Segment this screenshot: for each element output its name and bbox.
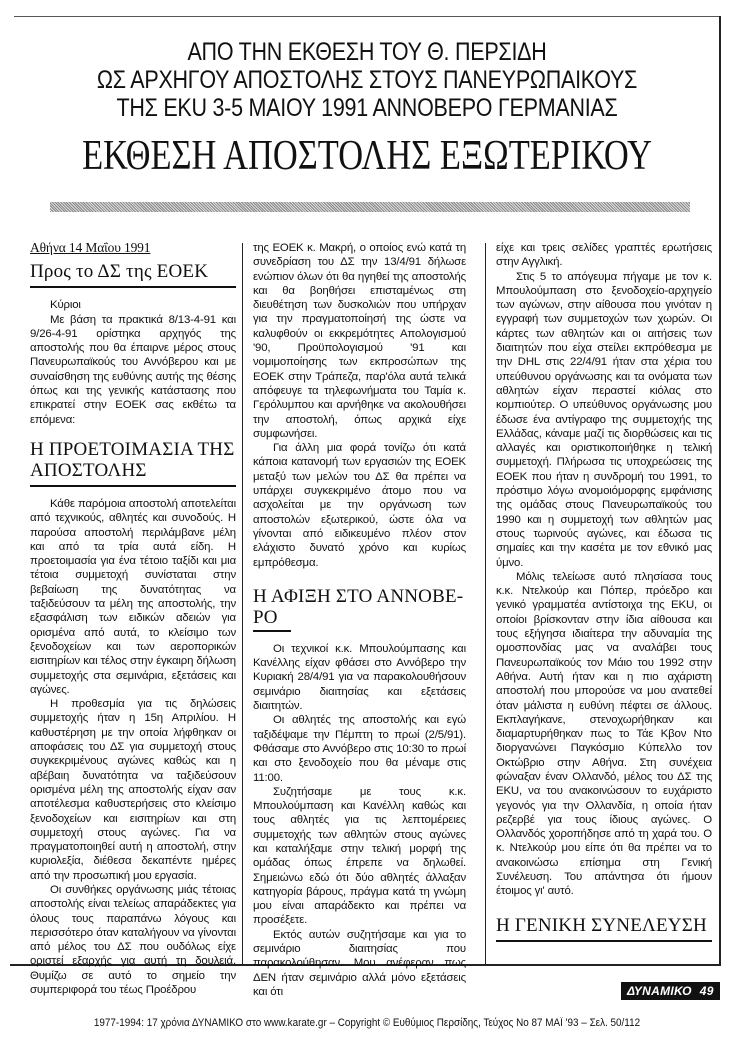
paragraph: Με βάση τα πρακτικά 8/13-4-91 και 9/26-4-91 ορίστηκα αρχηγός της αποστολής που θα έπαιρνε μέρος στους Πανευρωπαϊκούς του Αννόβερου και με συναίσθηση της ευθύνης αυτής της θέσης όπως και της γενικής κατάστασης που επικρατεί στην ΕΟΕΚ σας εκθέτω τα επόμενα: bbox=[30, 313, 236, 426]
paragraph: Οι αθλητές της αποστολής και εγώ ταξιδέψαμε την Πέμπτη το πρωί (2/5/91). Φθάσαμε στο Αννόβερο στις 10:30 το πρωί και στο ξενοδοχείο που θα μέναμε στις 11:00. bbox=[253, 714, 466, 784]
hatched-divider bbox=[50, 202, 690, 212]
section-heading: Η ΑΦΙΞΗ ΣΤΟ ΑΝΝΟΒΕ-ΡΟ bbox=[253, 586, 466, 632]
article-title: ΕΚΘΕΣΗ ΑΠΟΣΤΟΛΗΣ ΕΞΩΤΕΡΙΚΟΥ bbox=[82, 133, 652, 179]
paragraph: Εκτός αυτών συζητήσαμε και για το σεμινάριο διαιτησίας που παρακολούθησαν. Μου ανέφεραν πως ΔΕΝ ήταν σεμινάριο αλλά μόνο εξετάσεις και ότι bbox=[253, 928, 466, 998]
paragraph: Κύριοι bbox=[50, 299, 81, 312]
paragraph: Κάθε παρόμοια αποστολή αποτελείται από τεχνικούς, αθλητές και συνοδούς. Η παρούσα αποστολή περιλάμβανε μέλη και από τα τρία αυτά είδη. Η προετοιμασία για ένα τέτοιο ταξίδι και μια τέτοια συμμετοχή συνίσταται στην βεβαίωση της δυνατότητας να ταξιδεύσουν τα μέλη της αποστολής, την εξασφάλιση των ειδικών αδειών για ορισμένα από αυτά, το κλείσιμο των ξενοδοχείων και των αεροπορικών εισιτηρίων και τέλος στην έγκαιρη δήλωση συμμετοχής στα σεμινάρια, εξετάσεις και αγώνες. bbox=[30, 497, 236, 696]
column-3 bbox=[496, 241, 712, 952]
column-2 bbox=[253, 241, 466, 999]
paragraph: Στις 5 το απόγευμα πήγαμε με τον κ. Μπουλούμπαση στο ξενοδοχείο-αρχηγείο των αγώνων, στην αίθουσα που γινόταν η εγγραφή των συμμετοχών των χωρών. Οι κάρτες των αθλητών και οι αιτήσεις των διαιτητών που είχα στείλει εκπρόθεσμα με την DHL στις 22/4/91 ήταν στα χέρια του υπεύθυνου οργάνωσης και τα ονόματα των αθλητών είχαν περαστεί κιόλας στο κομπιούτερ. Ο υπεύθυνος οργάνωσης μου έδωσε ένα αντίγραφο της συμμετοχής της Ελλάδας, κάναμε μαζί τις διορθώσεις και τις αλλαγές και οριστικοποιήθηκε η τελική συμμετοχή. Πλήρωσα τις υποχρεώσεις της ΕΟΕΚ που ήταν η συνδρομή του 1991, το πρόστιμο λόγω ανομοιόμορφης εμφάνισης της ομάδας στους Πανευρωπαϊκούς του 1990 και η συμμετοχή των αθλητών μας στους τωρινούς αγώνες, και έδωσα τις σημαίες και την κασέτα με τον εθνικό μας ύμνο. bbox=[496, 270, 712, 569]
frame-top-rule bbox=[14, 16, 720, 17]
page-number: 49 bbox=[699, 984, 714, 998]
article-kicker bbox=[51, 38, 682, 122]
kicker-line: ΑΠΟ ΤΗΝ ΕΚΘΕΣΗ ΤΟΥ Θ. ΠΕΡΣΙΔΗ bbox=[187, 38, 547, 66]
column-1 bbox=[30, 241, 236, 997]
section-heading: Η ΠΡΟΕΤΟΙΜΑΣΙΑ ΤΗΣ ΑΠΟΣΤΟΛΗΣ bbox=[30, 439, 236, 487]
paragraph: Μόλις τελείωσε αυτό πλησίασα τους κ.κ. Ντελκούρ και Πόπερ, πρόεδρο και γενικό γραμματέα αντίστοιχα της EKU, οι οποίοι βρίσκονταν στην ίδια αίθουσα και τους εξήγησα ιδιαίτερα την αδυναμία της ομοσπονδίας μας να αναλάβει τους Πανευρωπαϊκούς τον Μάιο του 1992 στην Αθήνα. Αυτή ήταν και η πιο αχάριστη αποστολή που μπορούσε να μου ανατεθεί όταν μάλιστα η ευθύνη πέφτει σε άλλους. Εκπλαγήκανε, στενοχωρήθηκαν και διαμαρτυρήθηκαν πως το Τάε Κβον Ντο διοργανώνει Παγκόσμιο Κύπελλο τον Οκτώβριο στην Αθήνα. Στη συνέχεια φώναξαν έναν Ολλανδό, μέλος του ΔΣ της EKU, να του ανακοινώσουν το ευχάριστο γεγονός για την Ολλανδία, η οποία ήταν ρεζερβέ για τους ίδιους αγώνες. Ο Ολλανδός χοροπήδησε από τη χαρά του. Ο κ. Ντελκούρ μου είπε ότι θα πρέπει να το ανακοινώσω επίσημα στη Γενική Συνέλευση. Του απάντησα ότι ήμουν έτοιμος γι' αυτό. bbox=[496, 570, 712, 898]
column-divider bbox=[242, 243, 243, 965]
frame-right-rule bbox=[719, 16, 721, 966]
kicker-line: ΩΣ ΑΡΧΗΓΟΥ ΑΠΟΣΤΟΛΗΣ ΣΤΟΥΣ ΠΑΝΕΥΡΩΠΑΙΚΟΥΣ bbox=[96, 66, 638, 94]
paragraph: Οι συνθήκες οργάνωσης μιάς τέτοιας αποστολής είναι τελείως απαράδεκτες για όλους τους παραπάνω λόγους και περισσότερο όταν καταλήγουν να γίνονται από μέλος του ΔΣ που ουδόλως είχε οριστεί εξαρχής για αυτή τη δουλειά. Θυμίζω σε αυτό το σημείο την συμπεριφορά του τέως Προέδρου bbox=[30, 883, 236, 997]
section-heading: Η ΓΕΝΙΚΗ ΣΥΝΕΛΕΥΣΗ bbox=[496, 915, 712, 942]
column-divider bbox=[485, 243, 486, 965]
paragraph: Η προθεσμία για τις δηλώσεις συμμετοχής ήταν η 15η Απριλίου. Η καθυστέρηση με την οποία λήφθηκαν οι αποφάσεις του ΔΣ για συμμετοχή στους συγκεκριμένους αγώνες καθώς και η αβέβαιη δυνατότητα να ταξιδεύσουν ορισμένα μέλη της αποστολής είχαν σαν αποτέλεσμα καθυστερήσεις στο κλείσιμο ξενοδοχείων και εισιτηρίων και στη συμμετοχή στους αγώνες. Για να πραγματοποιηθεί αυτή η αποστολή, στην κυριολεξία, διέθεσα δεκαπέντε ημέρες από την προσωπική μου εργασία. bbox=[30, 698, 236, 882]
paragraph: είχε και τρεις σελίδες γραπτές ερωτήσεις στην Αγγλική. bbox=[496, 242, 712, 269]
paragraph: της ΕΟΕΚ κ. Μακρή, ο οποίος ενώ κατά τη συνεδρίαση του ΔΣ την 13/4/91 δήλωσε ενώπιον όλων ότι θα ηγηθεί της αποστολής και θα βοηθήσει επισταμένως στη διευθέτηση των δυσκολιών που υπήρχαν για την πραγματοποίησή της ώστε να καλυφθούν οι εκκρεμότητες Απολογισμού '90, Προϋπολογισμού '91 και νομιμοποίησης των εκπροσώπων της ΕΟΕΚ στην Τράπεζα, παρ'όλα αυτά τελικά απόφευγε τα τηλεφωνήματα του Ταμία κ. Γερόλυμπου και αρνήθηκε να ακολουθήσει την αποστολή, όπως αρχικά είχε συμφωνήσει. bbox=[253, 242, 466, 440]
paragraph: Οι τεχνικοί κ.κ. Μπουλούμπασης και Κανέλλης είχαν φθάσει στο Αννόβερο την Κυριακή 28/4/91 για να παρακολουθήσουν σεμινάριο διαιτησίας και εξετάσεις διαιτητών. bbox=[253, 642, 466, 713]
paragraph: Συζητήσαμε με τους κ.κ. Μπουλούμπαση και Κανέλλη καθώς και τους αθλητές για τις λεπτομέρειες συμμετοχής των αθλητών στους αγώνες και καταλήξαμε στην τελική μορφή της ομάδας όπως έπρεπε να δηλωθεί. Σημειώνω εδώ ότι δύο αθλητές άλλαξαν κατηγορία βάρους, πράγμα κατά τη γνώμη μου είναι απαράδεκτο και πρέπει να προσέξετε. bbox=[253, 785, 466, 927]
letter-date: Αθήνα 14 Μαΐου 1991 bbox=[30, 240, 151, 255]
magazine-page-tag bbox=[621, 982, 720, 1000]
paragraph: Για άλλη μια φορά τονίζω ότι κατά κάποια κατανομή των εργασιών της ΕΟΕΚ μεταξύ των μελών του ΔΣ θα πρέπει να υπάρχει συγκεκριμένο άτομο που να ασχολείται με την οργάνωση των αποστολών εξωτερικού, ώστε όλα να γίνονται από ειδικευμένο πλέον στον ελάχιστο δυνατό χρόνο και κυρίως εμπρόθεσμα. bbox=[253, 442, 466, 569]
section-heading: Προς το ΔΣ της ΕΟΕΚ bbox=[30, 261, 236, 288]
magazine-name: ΔΥΝΑΜΙΚΟ bbox=[627, 984, 692, 998]
copyright-line: 1977-1994: 17 χρόνια ΔΥΝΑΜΙΚΟ στο www.karate.gr – Copyright © Ευθύμιος Περσίδης, Τεύχος Νο 87 ΜΑΪ '93 – Σελ. 50/112 bbox=[93, 1017, 641, 1029]
kicker-line: ΤΗΣ EKU 3-5 ΜΑΙΟΥ 1991 ΑΝΝΟΒΕΡΟ ΓΕΡΜΑΝΙΑΣ bbox=[116, 94, 618, 122]
